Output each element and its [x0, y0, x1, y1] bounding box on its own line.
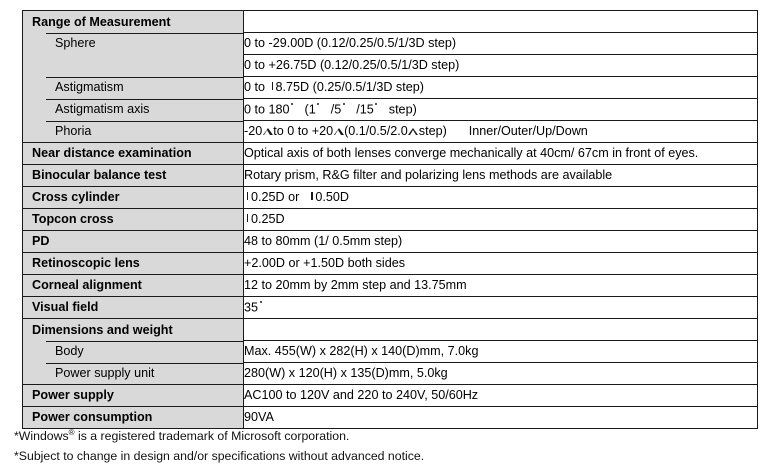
row-label: Body — [55, 344, 84, 359]
table-row — [23, 275, 758, 297]
row-label-cell — [23, 187, 244, 209]
table-row — [23, 143, 758, 165]
degree-icon — [316, 102, 322, 113]
row-value-part: 0.50D — [315, 190, 349, 205]
footnote-subject-to-change: *Subject to change in design and/or specifications without advanced notice. — [14, 449, 425, 464]
row-label-cell — [23, 11, 244, 33]
plus-minus-icon — [308, 191, 315, 203]
row-label-cell — [23, 297, 244, 319]
inset-rule — [46, 121, 243, 122]
row-label: PD — [32, 234, 50, 249]
table-row — [23, 209, 758, 231]
degree-icon — [290, 102, 296, 113]
table-row — [23, 121, 758, 143]
row-value: 0 to -29.00D (0.12/0.25/0.5/1/3D step) — [244, 36, 457, 51]
row-value: 90VA — [244, 410, 274, 425]
footnote-windows-trademark — [14, 423, 754, 446]
table-row — [23, 341, 758, 363]
footnotes — [14, 423, 754, 466]
row-label-cell — [23, 385, 244, 407]
row-label: Dimensions and weight — [32, 322, 173, 337]
row-label: Sphere — [55, 36, 96, 51]
prism-diopter-icon — [408, 125, 419, 136]
table-row — [23, 165, 758, 187]
row-label-cell — [23, 341, 244, 363]
row-value-part: 0 to 180 — [244, 102, 290, 117]
inset-rule — [46, 33, 243, 34]
row-label-cell — [23, 209, 244, 231]
row-label-cell — [23, 253, 244, 275]
row-label: Range of Measurement — [32, 14, 171, 29]
registered-trademark-icon: ® — [68, 428, 75, 437]
table-row — [23, 297, 758, 319]
row-label: Binocular balance test — [32, 168, 167, 183]
row-value-part: (0.1/0.5/2.0 — [344, 124, 408, 139]
row-value-cell — [244, 341, 758, 363]
row-value-cell — [244, 11, 758, 33]
row-label: Near distance examination — [32, 146, 192, 161]
row-label-cell — [23, 55, 244, 77]
row-value-cell — [244, 363, 758, 385]
row-label: Retinoscopic lens — [32, 256, 140, 271]
table-row — [23, 187, 758, 209]
row-value: 280(W) x 120(H) x 135(D)mm, 5.0kg — [244, 366, 448, 381]
row-value-cell — [244, 33, 758, 55]
row-value-cell — [244, 99, 758, 121]
row-value-part: Inner/Outer/Up/Down — [468, 124, 588, 139]
inset-rule — [46, 99, 243, 100]
row-label-cell — [23, 363, 244, 385]
specifications-table-container — [22, 10, 757, 429]
row-value-cell — [244, 275, 758, 297]
row-value-cell — [244, 253, 758, 275]
row-value-part: step) — [388, 102, 417, 117]
row-label: Phoria — [55, 124, 92, 139]
row-value-cell — [244, 385, 758, 407]
row-value-cell — [244, 209, 758, 231]
row-label-cell — [23, 143, 244, 165]
specifications-table — [22, 10, 758, 429]
row-label: Visual field — [32, 300, 99, 315]
row-value-part: (1 — [304, 102, 316, 117]
table-row — [23, 99, 758, 121]
row-value-prefix: 0 to — [244, 80, 269, 95]
row-value-suffix: 8.75D (0.25/0.5/1/3D step) — [275, 80, 424, 95]
row-value: Optical axis of both lenses converge mechanically at 40cm/ 67cm in front of eyes. — [244, 146, 699, 161]
table-row — [23, 33, 758, 55]
inset-rule — [46, 363, 243, 364]
table-row — [23, 319, 758, 341]
row-label: Power supply — [32, 388, 114, 403]
inset-rule — [46, 77, 243, 78]
row-label: Astigmatism — [55, 80, 124, 95]
row-value-cell — [244, 297, 758, 319]
row-value: Rotary prism, R&G filter and polarizing lens methods are available — [244, 168, 613, 183]
row-label: Topcon cross — [32, 212, 114, 227]
row-value-cell — [244, 143, 758, 165]
table-row — [23, 77, 758, 99]
degree-icon — [341, 102, 347, 113]
degree-icon — [258, 300, 264, 311]
row-value-part: step) — [418, 124, 447, 139]
row-label-cell — [23, 99, 244, 121]
row-value-part: 35 — [244, 300, 259, 315]
table-row — [23, 363, 758, 385]
footnote-text-suffix: is a registered trademark of Microsoft corporation. — [74, 429, 350, 444]
table-row — [23, 11, 758, 33]
row-label: Power consumption — [32, 410, 153, 425]
row-value-cell — [244, 187, 758, 209]
row-label-cell — [23, 165, 244, 187]
row-value-part: -20 — [244, 124, 263, 139]
row-value-cell — [244, 231, 758, 253]
row-label-cell — [23, 33, 244, 55]
plus-minus-icon — [244, 213, 251, 225]
prism-diopter-icon — [333, 125, 344, 136]
row-value-cell — [244, 165, 758, 187]
row-value-cell — [244, 319, 758, 341]
row-value-cell — [244, 121, 758, 143]
row-label-cell — [23, 319, 244, 341]
plus-minus-icon — [269, 81, 276, 93]
row-value: +2.00D or +1.50D both sides — [244, 256, 406, 271]
row-value: 48 to 80mm (1/ 0.5mm step) — [244, 234, 403, 249]
row-value-part: 0.25D — [251, 212, 285, 227]
row-label: Cross cylinder — [32, 190, 120, 205]
row-value-part: to 0 to +20 — [273, 124, 334, 139]
table-row — [23, 253, 758, 275]
row-value: AC100 to 120V and 220 to 240V, 50/60Hz — [244, 388, 479, 403]
table-row — [23, 55, 758, 77]
inset-rule — [46, 341, 243, 342]
row-value-cell — [244, 55, 758, 77]
row-label: Corneal alignment — [32, 278, 142, 293]
row-label-cell — [23, 231, 244, 253]
table-row — [23, 231, 758, 253]
table-row — [23, 385, 758, 407]
footnote-text-prefix: *Windows — [14, 429, 69, 444]
row-value-part: /15 — [356, 102, 374, 117]
plus-minus-icon — [244, 191, 251, 203]
specifications-table-body — [23, 11, 758, 429]
row-value: 0 to +26.75D (0.12/0.25/0.5/1/3D step) — [244, 58, 460, 73]
row-value-part: 0.25D or — [251, 190, 300, 205]
row-value: 12 to 20mm by 2mm step and 13.75mm — [244, 278, 467, 293]
row-label-cell — [23, 275, 244, 297]
row-value-cell — [244, 77, 758, 99]
row-value-part: /5 — [330, 102, 342, 117]
row-label: Power supply unit — [55, 366, 155, 381]
row-label-cell — [23, 121, 244, 143]
row-value: Max. 455(W) x 282(H) x 140(D)mm, 7.0kg — [244, 344, 479, 359]
degree-icon — [374, 102, 380, 113]
prism-diopter-icon — [262, 125, 273, 136]
row-label-cell — [23, 77, 244, 99]
row-label: Astigmatism axis — [55, 102, 150, 117]
